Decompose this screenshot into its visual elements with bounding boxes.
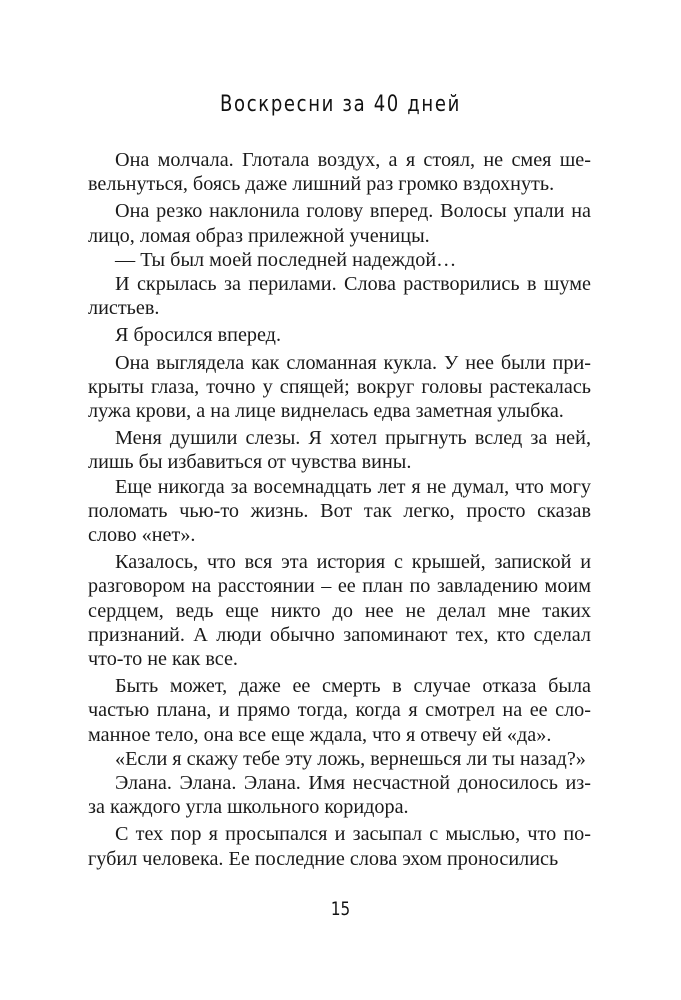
paragraph: Казалось, что вся эта история с крышей, запиской и разговором на расстоянии – ее план по завладению моим сердцем, ведь еще никто до нее не делал мне таких признаний. А люди обычно запоминают тех, кто сделал что-то не как все. <box>88 551 591 671</box>
page-number: 15 <box>330 898 351 920</box>
paragraph: — Ты был моей последней надеждой… <box>115 248 457 271</box>
body-text <box>88 148 591 871</box>
paragraph: Меня душили слезы. Я хотел прыгнуть вслед за ней, лишь бы избавиться от чувства вины. <box>88 427 591 474</box>
paragraph: «Если я скажу тебе эту ложь, вернешься ли ты назад?» <box>115 747 586 770</box>
paragraph: И скрылась за перилами. Слова растворились в шуме листьев. <box>88 273 591 320</box>
paragraph: Я бросился вперед. <box>115 324 282 347</box>
paragraph: Элана. Элана. Элана. Имя несчастной доносилось из-за каждого угла школьного коридора. <box>88 772 591 819</box>
paragraph: Она молчала. Глотала воздух, а я стоял, не смея шевельнуться, боясь даже лишний раз громко вздохнуть. <box>88 149 591 196</box>
paragraph: Еще никогда за восемнадцать лет я не думал, что могу поломать чью-то жизнь. Вот так легко, просто сказав слово «нет». <box>88 475 591 547</box>
paragraph: Быть может, даже ее смерть в случае отказа была частью плана, и прямо тогда, когда я смотрел на ее сломанное тело, она все еще ждала, что я отвечу ей «да». <box>88 675 591 746</box>
paragraph: С тех пор я просыпался и засыпал с мыслью, что погубил человека. Ее последние слова эхом проносились <box>88 823 591 870</box>
running-head: Воскресни за 40 дней <box>220 92 461 117</box>
paragraph: Она резко наклонила голову вперед. Волосы упали на лицо, ломая образ прилежной ученицы. <box>88 200 591 247</box>
paragraph: Она выглядела как сломанная кукла. У нее были прикрыты глаза, точно у спящей; вокруг головы растекалась лужа крови, а на лице виднелась едва заметная улыбка. <box>88 351 591 423</box>
